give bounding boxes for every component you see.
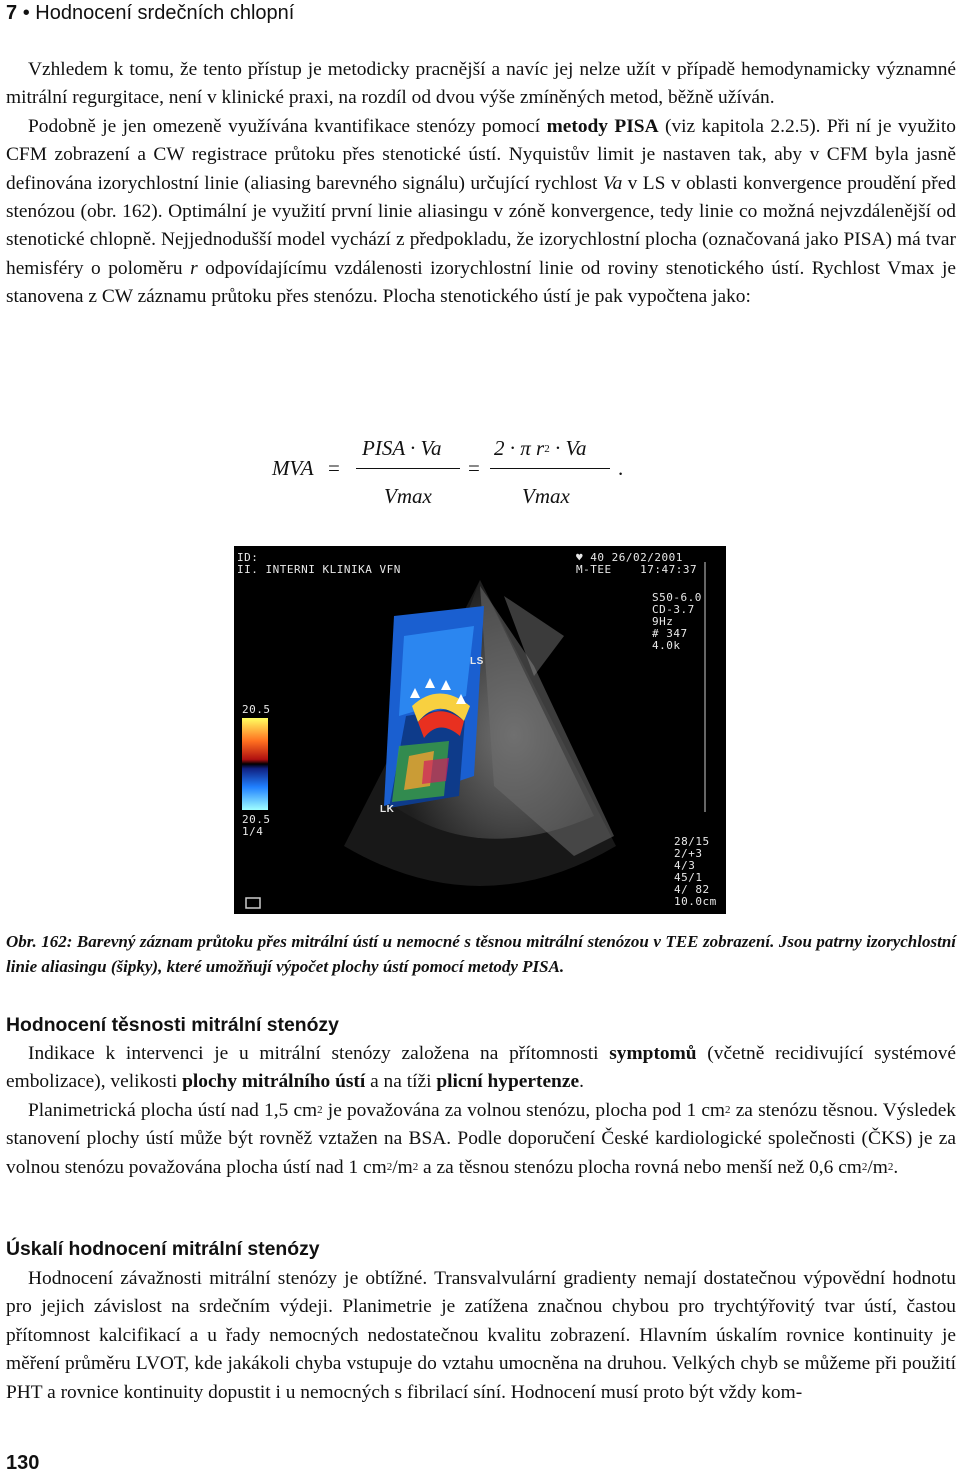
label-left-ventricle: LK	[380, 804, 395, 815]
running-header	[6, 0, 294, 26]
s2-text-b5: a za těsnou stenózu plocha rovná nebo menší než 0,6 cm	[418, 1156, 862, 1178]
formula-numerator-2b: · Va	[549, 436, 587, 460]
va-term: Va	[602, 172, 623, 194]
figure-caption: Obr. 162: Barevný záznam průtoku přes mitrální ústí u nemocné s těsnou mitrální stenózou v TEE zobrazení. Jsou patrny izorychlostní linie aliasingu (šipky), které umožňují výpočet plochy ústí pomocí metody PISA.	[6, 932, 956, 976]
s2-text-b6: /m	[867, 1156, 888, 1178]
s2-text-b4: /m	[392, 1156, 413, 1178]
p1-text-a: Podobně je jen omezeně využívána kvantifikace stenózy pomocí	[28, 115, 547, 137]
p1-sentence-1: Vzhledem k tomu, že tento přístup je metodicky pracnější a navíc jej nelze užít v případě hemodynamicky významné mitrální regurgitace, není v klinické praxi, na rozdíl od dvou výše zmíněných metod, běžně užíván.	[6, 59, 956, 109]
s3-text: Hodnocení závažnosti mitrální stenózy je obtížné. Transvalvulární gradienty nemají dostatečnou výpovědní hodnotu pro jejich závislost na srdečním výdeji. Planimetrie je zatížena značnou chybou pro trychtýřovitý tvar ústí, častou přítomnost kalcifikací a u řady nemocných nedostatečnou kvalitu zobrazení. Hlavním úskalím rovnice kontinuity je měření průměru LVOT, kde jakákoli chyba vstupuje do vztahu umocněna na druhou. Velkých chyb se můžeme při použití PHT a rovnice kontinuity dopustit i u nemocných s fibrilací síní. Hodnocení musí proto být vždy kom-	[6, 1268, 956, 1403]
superscript-2: 2	[861, 1160, 868, 1173]
section-heading-pitfalls: Úskalí hodnocení mitrální stenózy	[6, 1238, 320, 1260]
date-time-label: ♥ 40 26/02/2001 M-TEE 17:47:37	[576, 551, 698, 576]
formula-denominator-2: Vmax	[522, 484, 570, 508]
acquisition-params: S50-6.0 CD-3.7 9Hz # 347 4.0k	[652, 591, 702, 652]
s2-text-b1: Planimetrická plocha ústí nad 1,5 cm	[28, 1099, 318, 1121]
mva-formula	[272, 430, 652, 520]
chapter-number: 7	[6, 2, 18, 24]
s2-text-a5: a na tíži	[365, 1071, 437, 1093]
s2-text-b2: je považována za volnou stenózu, plocha pod 1 cm	[322, 1099, 726, 1121]
superscript-2: 2	[412, 1160, 419, 1173]
radius-term: r	[190, 257, 198, 279]
superscript-2: 2	[317, 1103, 323, 1116]
s2-text-b3: za stenózu těsnou. Výsledek stanovení plochy ústí může být rovněž vztažen na BSA. Podle doporučení České kardiologické společnosti (ČKS) je za volnou stenózu považována plocha ústí nad 1 cm	[6, 1099, 956, 1178]
s2-text-a1: Indikace k intervenci je u mitrální stenózy založena na přítomnosti	[28, 1043, 610, 1064]
p1-text-c: (viz kapitola 2.2.5). Při ní je využito CFM zobrazení a CW registrace průtoku přes stenotické ústí. Nyquistův limit je nastaven tak, aby v CFM byla jasně definována izorychlostní linie (aliasing barevného signálu) určující rychlost	[6, 115, 956, 194]
pisa-method-term: metody PISA	[546, 115, 659, 137]
fraction-bar-1	[356, 468, 460, 469]
formula-lhs: MVA	[272, 456, 314, 480]
p1-text-g: odpovídajícímu vzdálenosti izorychlostní linie od roviny stenotického ústí. Rychlost Vmax je stanovena z CW záznamu průtoku přes stenózu. Plocha stenotického ústí je pak vypočtena jako:	[6, 257, 957, 308]
term-valve-area: plochy mitrálního ústí	[182, 1071, 366, 1093]
superscript-2: 2	[887, 1160, 894, 1173]
section-paragraph-severity	[6, 1040, 956, 1182]
intro-paragraph	[6, 56, 956, 312]
header-bullet: •	[22, 2, 30, 24]
chapter-title: Hodnocení srdečních chlopní	[35, 2, 295, 24]
label-left-atrium: LS	[470, 656, 484, 667]
superscript-2: 2	[386, 1160, 393, 1173]
fraction-bar-2	[490, 468, 610, 469]
term-pulmonary-hypertension: plicní hypertenze	[436, 1071, 580, 1093]
patient-id-label: ID: II. INTERNI KLINIKA VFN	[237, 551, 401, 576]
page-number: 130	[6, 1452, 40, 1474]
formula-numerator-1: PISA · Va	[362, 436, 442, 460]
s2-text-a3: (včetně recidivující systémové embolizace), velikosti	[6, 1043, 956, 1093]
section-paragraph-pitfalls	[6, 1265, 956, 1407]
s2-text-a7: .	[579, 1071, 584, 1093]
formula-equals-1: =	[328, 456, 340, 480]
formula-equals-2: =	[468, 456, 480, 480]
formula-denominator-1: Vmax	[384, 484, 432, 508]
color-scale-bottom: 20.5 1/4	[242, 813, 271, 838]
superscript-2: 2	[725, 1103, 731, 1116]
color-scale-top: 20.5	[242, 703, 271, 716]
gain-settings: 28/15 2/+3 4/3 45/1 4/ 82 10.0cm	[674, 835, 717, 908]
p1-text-e: v LS v oblasti konvergence proudění před stenózou (obr. 162). Optimální je využití první linie aliasingu v zóně konvergence, tedy linie co možná nejvzdálenější od stenotické chlopně. Nejjednodušší model vychází z předpokladu, že izorychlostní plocha (označovaná jako PISA) má tvar hemisféry o poloměru	[6, 172, 956, 279]
formula-period: .	[618, 456, 624, 480]
section-heading-stenosis-severity: Hodnocení těsnosti mitrální stenózy	[6, 1014, 339, 1036]
echocardiogram-image	[234, 546, 726, 914]
s2-text-b7: .	[893, 1156, 899, 1178]
formula-exponent: 2	[544, 443, 550, 455]
formula-numerator-2a: 2 · π r	[494, 436, 545, 460]
term-symptoms: symptomů	[609, 1043, 697, 1064]
